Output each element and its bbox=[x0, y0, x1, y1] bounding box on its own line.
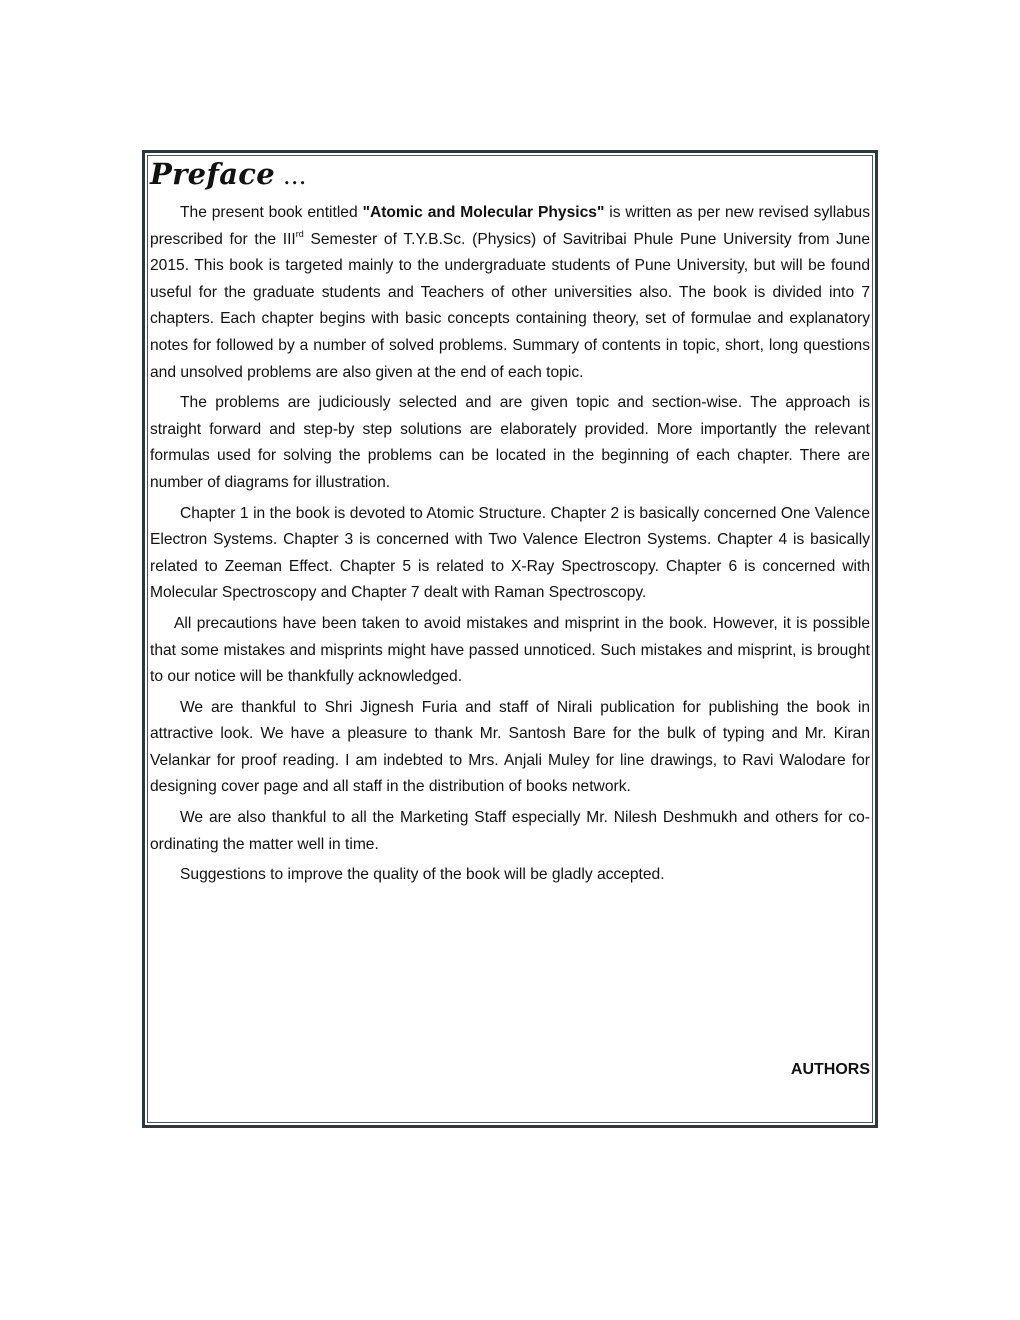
ordinal-superscript: rd bbox=[295, 228, 304, 239]
paragraph-problems: The problems are judiciously selected and are given topic and section-wise. The approach is straight forward and step-by step solutions are elaborately provided. More importantly the relevant formulas used for solving the problems can be located in the beginning of each chapter. There are number of diagrams for illustration. bbox=[150, 394, 870, 491]
paragraph-marketing-thanks: We are also thankful to all the Marketing Staff especially Mr. Nilesh Deshmukh and others for co-ordinating the matter well in time. bbox=[150, 809, 870, 853]
intro-text-mid: is written as per new revised syllabus prescribed for the III bbox=[150, 204, 870, 248]
title-ellipsis: ... bbox=[275, 162, 307, 190]
authors-signature: AUTHORS bbox=[790, 1061, 870, 1078]
intro-text-end: Semester of T.Y.B.Sc. (Physics) of Savitribai Phule Pune University from June 2015. This book is targeted mainly to the undergraduate students of Pune University, but will be found useful for the graduate students and Teachers of other universities also. The book is divided into 7 chapters. Each chapter begins with basic concepts containing theory, set of formulae and explanatory notes for followed by a number of solved problems. Summary of contents in topic, short, long questions and unsolved problems are also given at the end of each topic. bbox=[150, 230, 870, 381]
title-text: Preface bbox=[150, 157, 276, 191]
paragraph-intro bbox=[150, 200, 870, 386]
paragraph-acknowledgements: We are thankful to Shri Jignesh Furia and staff of Nirali publication for publishing the book in attractive look. We have a pleasure to thank Mr. Santosh Bare for the bulk of typing and Mr. Kiran Velankar for proof reading. I am indebted to Mrs. Anjali Muley for line drawings, to Ravi Walodare for designing cover page and all staff in the distribution of books network. bbox=[150, 698, 870, 796]
book-title: "Atomic and Molecular Physics" bbox=[362, 204, 605, 221]
paragraph-suggestions: Suggestions to improve the quality of the book will be gladly accepted. bbox=[180, 866, 665, 884]
page-title bbox=[150, 156, 870, 194]
preface-content bbox=[150, 156, 870, 893]
paragraph-precautions: All precautions have been taken to avoid mistakes and misprint in the book. However, it is possible that some mistakes and misprints might have passed unnoticed. Such mistakes and misprint, is brought to our notice will be thankfully acknowledged. bbox=[150, 614, 870, 686]
paragraph-chapters: Chapter 1 in the book is devoted to Atomic Structure. Chapter 2 is basically concerned One Valence Electron Systems. Chapter 3 is concerned with Two Valence Electron Systems. Chapter 4 is basically related to Zeeman Effect. Chapter 5 is related to X-Ray Spectroscopy. Chapter 6 is concerned with Molecular Spectroscopy and Chapter 7 dealt with Raman Spectroscopy. bbox=[150, 504, 870, 602]
intro-text-start: The present book entitled bbox=[180, 204, 363, 221]
